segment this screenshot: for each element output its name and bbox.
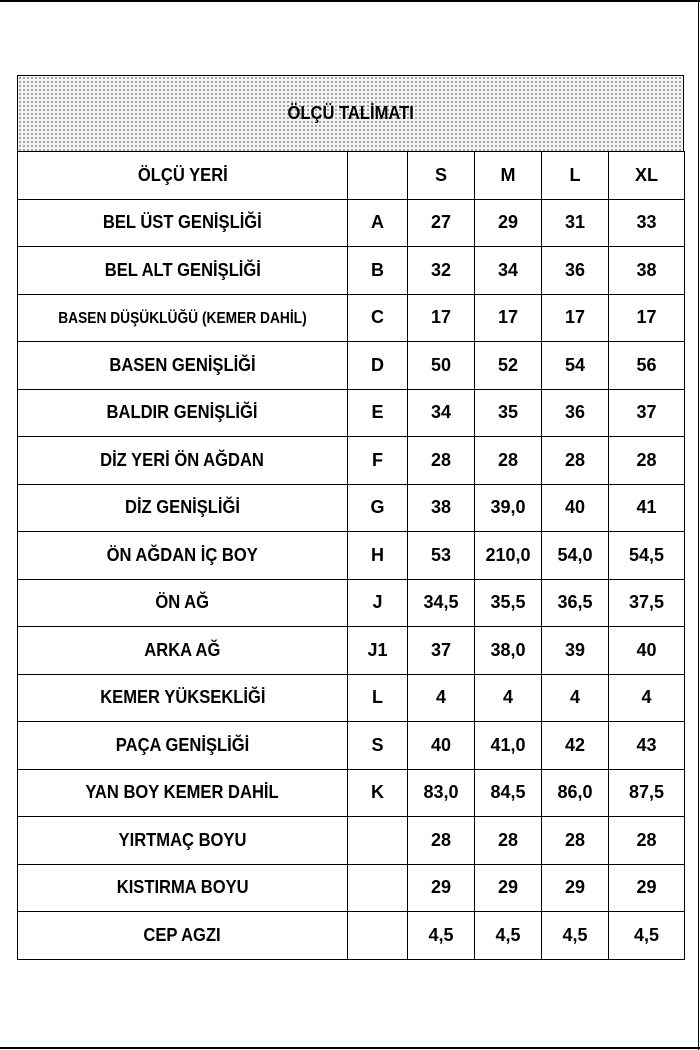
title-band	[17, 75, 684, 151]
value-size-xl: 56	[609, 342, 685, 390]
measurement-code: B	[348, 247, 408, 295]
size-table	[17, 151, 685, 960]
value-size-s: 50	[408, 342, 475, 390]
value-size-m: 35,5	[475, 579, 542, 627]
measurement-code	[348, 817, 408, 865]
value-size-m: 39,0	[475, 484, 542, 532]
value-size-s: 53	[408, 532, 475, 580]
right-border-line	[698, 0, 699, 1050]
table-row	[18, 484, 685, 532]
measurement-name: DİZ GENİŞLİĞİ	[18, 484, 348, 532]
value-size-xl: 54,5	[609, 532, 685, 580]
value-size-xl: 4,5	[609, 912, 685, 960]
value-size-s: 32	[408, 247, 475, 295]
value-size-l: 54	[542, 342, 609, 390]
value-size-m: 84,5	[475, 769, 542, 817]
table-row	[18, 817, 685, 865]
value-size-m: 29	[475, 864, 542, 912]
value-size-l: 86,0	[542, 769, 609, 817]
value-size-l: 4,5	[542, 912, 609, 960]
value-size-m: 4	[475, 674, 542, 722]
measurement-code: E	[348, 389, 408, 437]
value-size-xl: 33	[609, 199, 685, 247]
measurement-code: A	[348, 199, 408, 247]
measurement-code: K	[348, 769, 408, 817]
header-label: ÖLÇÜ YERİ	[18, 152, 348, 200]
table-row	[18, 769, 685, 817]
measurement-name: ÖN AĞDAN İÇ BOY	[18, 532, 348, 580]
measurement-code: C	[348, 294, 408, 342]
value-size-xl: 40	[609, 627, 685, 675]
measurement-name: KISTIRMA BOYU	[18, 864, 348, 912]
measurement-code: G	[348, 484, 408, 532]
measurement-code	[348, 864, 408, 912]
table-row	[18, 247, 685, 295]
value-size-l: 40	[542, 484, 609, 532]
measurement-code: D	[348, 342, 408, 390]
header-row	[18, 152, 685, 200]
value-size-l: 17	[542, 294, 609, 342]
measurement-name: CEP AGZI	[18, 912, 348, 960]
value-size-s: 34,5	[408, 579, 475, 627]
value-size-m: 41,0	[475, 722, 542, 770]
measurement-name: BASEN GENİŞLİĞİ	[18, 342, 348, 390]
table-row	[18, 532, 685, 580]
value-size-xl: 41	[609, 484, 685, 532]
value-size-l: 4	[542, 674, 609, 722]
measurement-code: J1	[348, 627, 408, 675]
measurement-name: DİZ YERİ ÖN AĞDAN	[18, 437, 348, 485]
value-size-l: 54,0	[542, 532, 609, 580]
value-size-s: 34	[408, 389, 475, 437]
value-size-s: 38	[408, 484, 475, 532]
value-size-xl: 37,5	[609, 579, 685, 627]
value-size-m: 52	[475, 342, 542, 390]
value-size-xl: 28	[609, 817, 685, 865]
top-border-line	[0, 0, 700, 2]
bottom-border-line	[0, 1047, 700, 1049]
table-row	[18, 674, 685, 722]
table-row	[18, 389, 685, 437]
measurement-name: BASEN DÜŞÜKLÜĞÜ (KEMER DAHİL)	[18, 294, 348, 342]
header-size-l: L	[542, 152, 609, 200]
measurement-code	[348, 912, 408, 960]
value-size-xl: 4	[609, 674, 685, 722]
table-row	[18, 864, 685, 912]
table-row	[18, 294, 685, 342]
value-size-xl: 43	[609, 722, 685, 770]
value-size-m: 34	[475, 247, 542, 295]
header-code	[348, 152, 408, 200]
value-size-l: 42	[542, 722, 609, 770]
measurement-name: YAN BOY KEMER DAHİL	[18, 769, 348, 817]
measurement-code: L	[348, 674, 408, 722]
size-chart	[17, 75, 684, 960]
header-size-xl: XL	[609, 152, 685, 200]
table-row	[18, 199, 685, 247]
value-size-xl: 29	[609, 864, 685, 912]
table-row	[18, 437, 685, 485]
measurement-name: ARKA AĞ	[18, 627, 348, 675]
value-size-s: 83,0	[408, 769, 475, 817]
value-size-m: 17	[475, 294, 542, 342]
value-size-l: 28	[542, 437, 609, 485]
measurement-name: KEMER YÜKSEKLİĞİ	[18, 674, 348, 722]
value-size-xl: 17	[609, 294, 685, 342]
value-size-xl: 38	[609, 247, 685, 295]
table-row	[18, 342, 685, 390]
value-size-s: 40	[408, 722, 475, 770]
table-row	[18, 912, 685, 960]
value-size-s: 28	[408, 817, 475, 865]
value-size-l: 36,5	[542, 579, 609, 627]
value-size-s: 17	[408, 294, 475, 342]
measurement-name: BALDIR GENİŞLİĞİ	[18, 389, 348, 437]
value-size-l: 31	[542, 199, 609, 247]
value-size-m: 28	[475, 817, 542, 865]
value-size-s: 4	[408, 674, 475, 722]
value-size-s: 27	[408, 199, 475, 247]
value-size-m: 4,5	[475, 912, 542, 960]
value-size-m: 210,0	[475, 532, 542, 580]
value-size-l: 28	[542, 817, 609, 865]
value-size-l: 36	[542, 389, 609, 437]
value-size-l: 36	[542, 247, 609, 295]
table-row	[18, 579, 685, 627]
header-size-m: M	[475, 152, 542, 200]
value-size-s: 4,5	[408, 912, 475, 960]
measurement-code: H	[348, 532, 408, 580]
table-row	[18, 722, 685, 770]
measurement-name: BEL ÜST GENİŞLİĞİ	[18, 199, 348, 247]
measurement-code: J	[348, 579, 408, 627]
value-size-l: 39	[542, 627, 609, 675]
value-size-s: 28	[408, 437, 475, 485]
measurement-code: S	[348, 722, 408, 770]
value-size-m: 29	[475, 199, 542, 247]
value-size-m: 28	[475, 437, 542, 485]
value-size-l: 29	[542, 864, 609, 912]
value-size-m: 35	[475, 389, 542, 437]
header-size-s: S	[408, 152, 475, 200]
value-size-m: 38,0	[475, 627, 542, 675]
measurement-name: BEL ALT GENİŞLİĞİ	[18, 247, 348, 295]
measurement-name: ÖN AĞ	[18, 579, 348, 627]
value-size-s: 29	[408, 864, 475, 912]
table-row	[18, 627, 685, 675]
value-size-xl: 37	[609, 389, 685, 437]
value-size-s: 37	[408, 627, 475, 675]
value-size-xl: 87,5	[609, 769, 685, 817]
value-size-xl: 28	[609, 437, 685, 485]
chart-title: ÖLÇÜ TALİMATI	[287, 103, 414, 123]
measurement-code: F	[348, 437, 408, 485]
measurement-name: PAÇA GENİŞLİĞİ	[18, 722, 348, 770]
measurement-name: YIRTMAÇ BOYU	[18, 817, 348, 865]
